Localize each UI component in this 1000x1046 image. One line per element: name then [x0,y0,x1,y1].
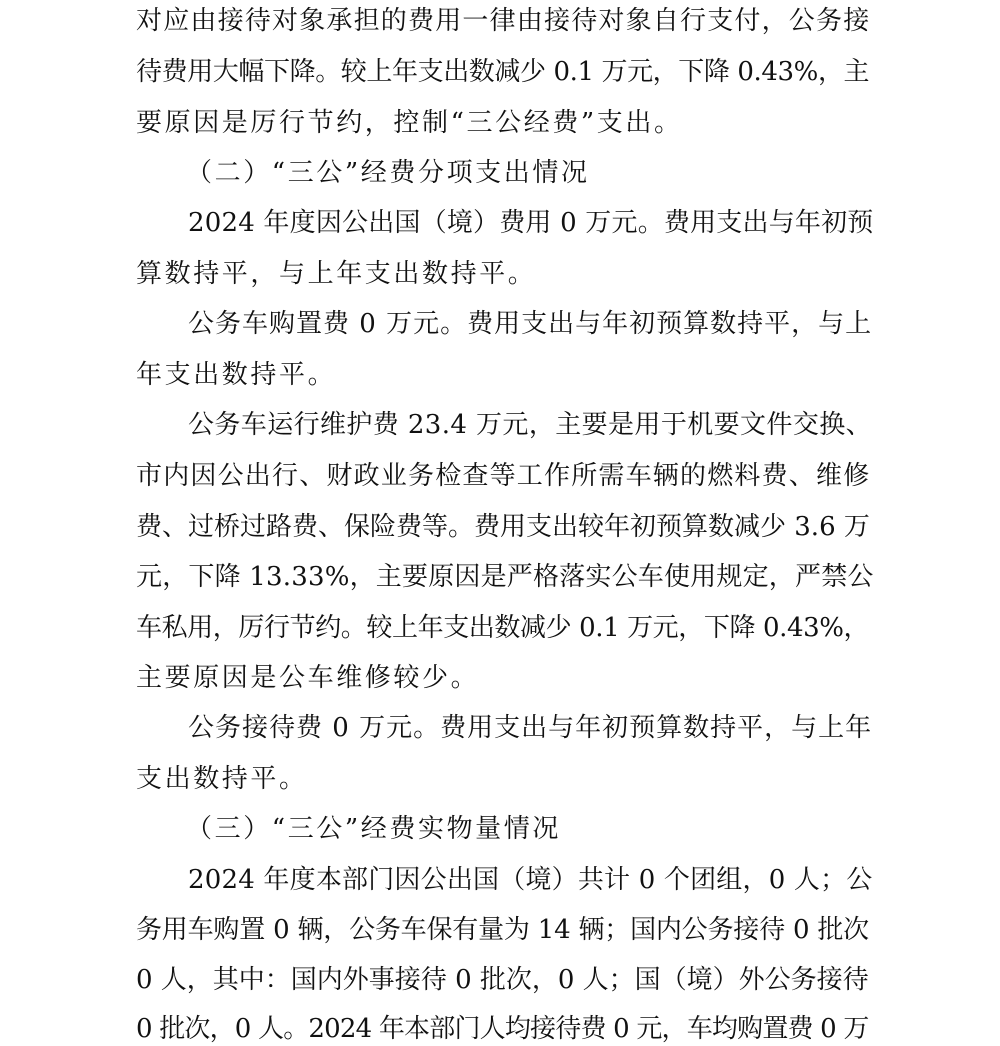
text-line: 元，下降 13.33%，主要原因是严格落实公车使用规定，严禁公 [136,562,874,592]
text-line: 2024 年度因公出国（境）费用 0 万元。费用支出与年初预 [188,208,874,238]
text-line: 公务接待费 0 万元。费用支出与年初预算数持平，与上年 [188,713,873,743]
text-line: 主要原因是公车维修较少。 [136,663,480,693]
text-line: 要原因是厉行节约，控制“三公经费”支出。 [136,108,683,138]
text-line: 年支出数持平。 [136,360,337,390]
section-heading: （二）“三公”经费分项支出情况 [186,158,590,188]
text-line: 0 人，其中：国内外事接待 0 批次，0 人；国（境）外公务接待 [136,965,869,995]
text-line: 支出数持平。 [136,764,308,794]
text-line: 算数持平，与上年支出数持平。 [136,259,537,289]
text-line: 费、过桥过路费、保险费等。费用支出较年初预算数减少 3.6 万 [136,512,870,542]
text-line: 2024 年度本部门因公出国（境）共计 0 个团组，0 人；公 [188,865,873,895]
text-line: 公务车运行维护费 23.4 万元，主要是用于机要文件交换、 [188,410,873,440]
text-line: 对应由接待对象承担的费用一律由接待对象自行支付，公务接 [136,6,871,36]
text-line: 待费用大幅下降。较上年支出数减少 0.1 万元，下降 0.43%，主 [136,57,870,87]
text-line: 车私用，厉行节约。较上年支出数减少 0.1 万元，下降 0.43%， [136,613,870,643]
text-line: 市内因公出行、财政业务检查等工作所需车辆的燃料费、维修 [136,461,871,491]
section-heading: （三）“三公”经费实物量情况 [186,814,561,844]
text-line: 务用车购置 0 辆，公务车保有量为 14 辆；国内公务接待 0 批次 [136,915,869,945]
text-line: 0 批次，0 人。2024 年本部门人均接待费 0 元，车均购置费 0 万 [136,1014,869,1044]
text-line: 公务车购置费 0 万元。费用支出与年初预算数持平，与上 [188,309,873,339]
